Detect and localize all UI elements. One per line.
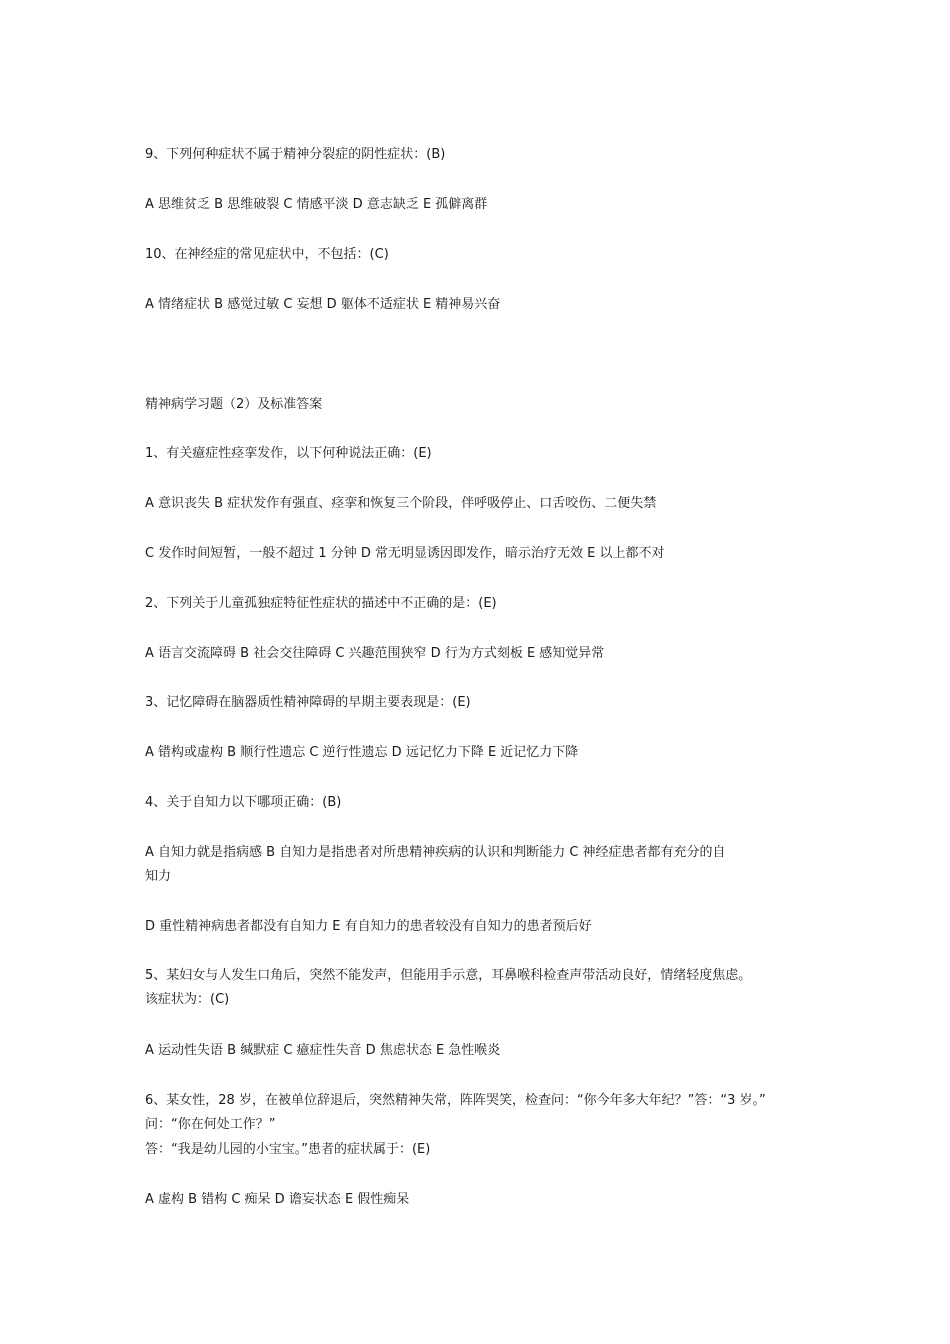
question-5-line2: 该症状为：(C) [145, 992, 230, 1007]
question-10-options: A 情绪症状 B 感觉过敏 C 妄想 D 躯体不适症状 E 精神易兴奋 [145, 297, 501, 312]
question-1-options-line1: A 意识丧失 B 症状发作有强直、痉挛和恢复三个阶段，伴呼吸停止、口舌咬伤、二便失禁 [145, 496, 657, 511]
question-1-options-line2: C 发作时间短暂，一般不超过 1 分钟 D 常无明显诱因即发作，暗示治疗无效 E 以上都不对 [145, 546, 665, 561]
question-5-options: A 运动性失语 B 缄默症 C 癔症性失音 D 焦虑状态 E 急性喉炎 [145, 1043, 501, 1058]
question-4-options-line1-cont: 知力 [145, 869, 172, 884]
question-6-options: A 虚构 B 错构 C 痴呆 D 谵妄状态 E 假性痴呆 [145, 1192, 410, 1207]
question-2: 2、下列关于儿童孤独症特征性症状的描述中不正确的是：(E) [145, 596, 497, 611]
question-6-line3: 答：“我是幼儿园的小宝宝。”患者的症状属于：(E) [145, 1142, 431, 1157]
question-9-options: A 思维贫乏 B 思维破裂 C 情感平淡 D 意志缺乏 E 孤僻离群 [145, 197, 488, 212]
question-4-options-line2: D 重性精神病患者都没有自知力 E 有自知力的患者较没有自知力的患者预后好 [145, 919, 592, 934]
question-2-options: A 语言交流障碍 B 社会交往障碍 C 兴趣范围狭窄 D 行为方式刻板 E 感知觉异常 [145, 646, 605, 661]
question-3-options: A 错构或虚构 B 顺行性遗忘 C 逆行性遗忘 D 远记忆力下降 E 近记忆力下降 [145, 745, 579, 760]
question-4: 4、关于自知力以下哪项正确：(B) [145, 795, 342, 810]
section-title: 精神病学习题（2）及标准答案 [145, 397, 323, 412]
question-9: 9、下列何种症状不属于精神分裂症的阴性症状：(B) [145, 147, 446, 162]
question-5-line1: 5、某妇女与人发生口角后，突然不能发声，但能用手示意，耳鼻喉科检查声带活动良好，情绪轻度焦虑。 [145, 968, 752, 983]
question-6-line1: 6、某女性，28 岁，在被单位辞退后，突然精神失常，阵阵哭笑，检查问：“你今年多大年纪？”答：“3 岁。” [145, 1093, 766, 1108]
question-1: 1、有关癔症性痉挛发作，以下何种说法正确：(E) [145, 446, 432, 461]
question-6-line2: 问：“你在何处工作？” [145, 1117, 276, 1132]
question-4-options-line1: A 自知力就是指病感 B 自知力是指患者对所患精神疾病的认识和判断能力 C 神经症患者都有充分的自 [145, 845, 726, 860]
question-3: 3、记忆障碍在脑器质性精神障碍的早期主要表现是：(E) [145, 695, 471, 710]
question-10: 10、在神经症的常见症状中，不包括：(C) [145, 247, 389, 262]
